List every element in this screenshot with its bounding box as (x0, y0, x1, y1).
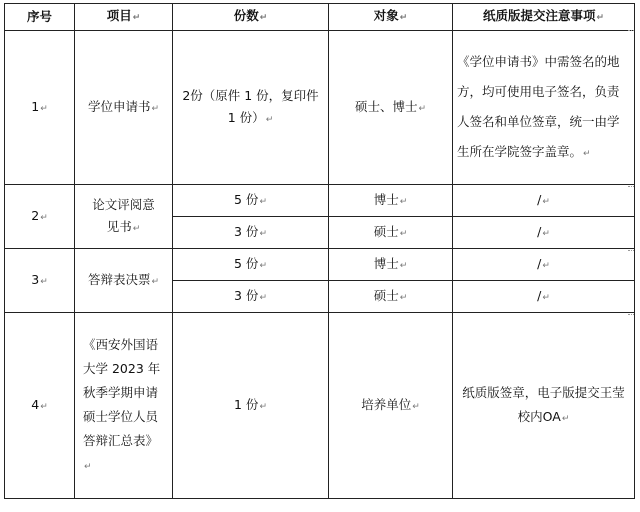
copies-cell: 5 份↵ (173, 249, 329, 281)
note-cell: 《学位申请书》中需签名的地方，均可使用电子签名，负责人签名和单位签章，统一由学生所在学院签字盖章。↵ (453, 31, 635, 185)
header-cell: 项目↵ (75, 4, 173, 31)
table-row (5, 249, 635, 281)
target-cell: 博士↵ (329, 185, 453, 217)
note-cell: /↵ (453, 281, 635, 313)
table-row (5, 313, 635, 499)
target-cell: 硕士↵ (329, 217, 453, 249)
row-number: 3↵ (5, 249, 75, 313)
note-cell: /↵ (453, 249, 635, 281)
copies-cell: 5 份↵ (173, 185, 329, 217)
target-cell: 硕士↵ (329, 281, 453, 313)
item-name: 《西安外国语大学 2023 年秋季学期申请硕士学位人员答辩汇总表》↵ (75, 313, 173, 499)
target-cell: 培养单位↵ (329, 313, 453, 499)
item-name: 论文评阅意见书↵ (75, 185, 173, 249)
note-cell: /↵ (453, 217, 635, 249)
row-number: 2↵ (5, 185, 75, 249)
submission-table (4, 3, 635, 499)
target-cell: 博士↵ (329, 249, 453, 281)
copies-cell: 3 份↵ (173, 217, 329, 249)
header-cell: 对象↵ (329, 4, 453, 31)
document-page (4, 3, 635, 499)
row-end-mark (628, 186, 634, 188)
item-name: 答辩表决票↵ (75, 249, 173, 313)
item-name: 学位申请书↵ (75, 31, 173, 185)
row-end-mark (628, 314, 634, 316)
copies-cell: 1 份↵ (173, 313, 329, 499)
header-cell: 序号 (5, 4, 75, 31)
copies-cell: 3 份↵ (173, 281, 329, 313)
note-cell: 纸质版签章，电子版提交王莹校内OA↵ (453, 313, 635, 499)
table-row (5, 185, 635, 217)
row-end-mark (628, 250, 634, 252)
header-row (5, 4, 635, 31)
table-row (5, 31, 635, 185)
row-end-mark (628, 30, 634, 32)
header-cell: 纸质版提交注意事项↵ (453, 4, 635, 31)
header-cell: 份数↵ (173, 4, 329, 31)
note-cell: /↵ (453, 185, 635, 217)
row-number: 1↵ (5, 31, 75, 185)
row-number: 4↵ (5, 313, 75, 499)
copies-cell: 2份（原件 1 份，复印件 1 份）↵ (173, 31, 329, 185)
target-cell: 硕士、博士↵ (329, 31, 453, 185)
